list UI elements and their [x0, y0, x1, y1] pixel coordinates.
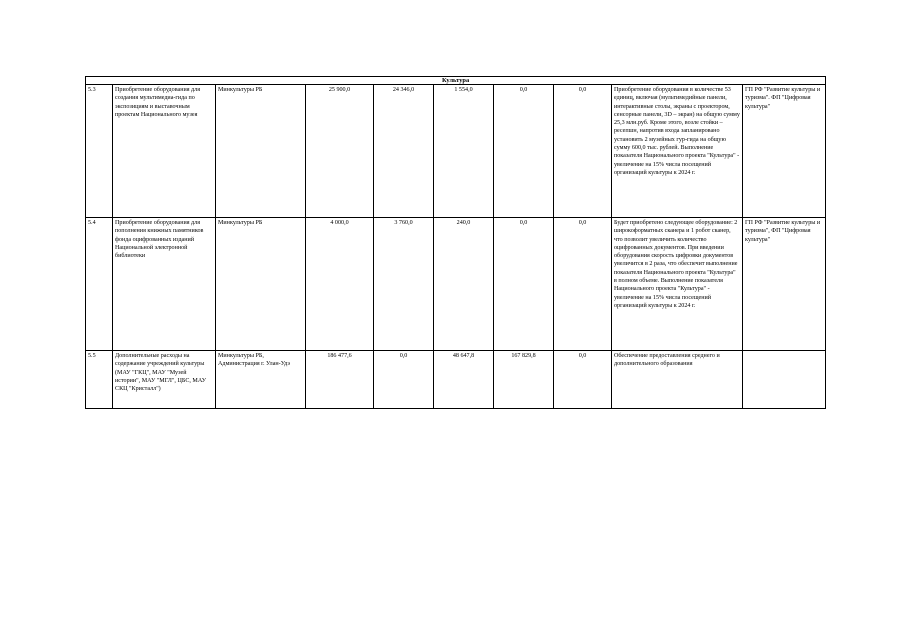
amount-3: 0,0: [494, 218, 554, 351]
program-reference: ГП РФ "Развитие культуры и туризма". ФП "Цифровая культура": [743, 85, 826, 218]
table-row: [86, 218, 826, 351]
amount-2: 240,0: [434, 218, 494, 351]
amount-1: 3 760,0: [374, 218, 434, 351]
executor: Минкультуры РБ: [216, 85, 306, 218]
executor: Минкультуры РБ, Администрация г. Улан-Удэ: [216, 351, 306, 409]
program-reference: ГП РФ "Развитие культуры и туризма", ФП "Цифровая культура": [743, 218, 826, 351]
row-number: 5.4: [86, 218, 113, 351]
total-amount: 4 000,0: [306, 218, 374, 351]
section-header-row: [86, 77, 826, 85]
total-amount: 186 477,6: [306, 351, 374, 409]
budget-table: [85, 76, 826, 409]
row-number: 5.5: [86, 351, 113, 409]
expected-result: Приобретение оборудования в количестве 53 единиц, включая (мультимедийные панели, интерактивные столы, экраны с проектором, сенсорные панели, 3D – экран) на общую сумму 25,3 млн.руб. Кроме этого, возле стойки – ресепшн, напротив входа запланировано установить 2 музейных гур-гида на общую сумму 600,0 тыс. рублей. Выполнение показателя Национального проекта "Культура" - увеличение на 15% числа посещений организаций культуры к 2024 г.: [612, 85, 743, 218]
table-row: [86, 351, 826, 409]
program-reference: [743, 351, 826, 409]
amount-4: 0,0: [554, 351, 612, 409]
amount-3: 0,0: [494, 85, 554, 218]
amount-1: 24 346,0: [374, 85, 434, 218]
amount-1: 0,0: [374, 351, 434, 409]
expected-result: Будет приобретено следующее оборудование: 2 широкоформатных сканера и 1 робот сканер, что позволит увеличить количество оцифрованных документов. При введении оборудования скорость цифровки документов увеличится в 2 раза, что обеспечит выполнение показателя Национального проекта "Культура" в полном объеме. Выполнение показателя Национального проекта "Культура" - увеличение на 15% числа посещений организаций культуры к 2024 г.: [612, 218, 743, 351]
executor: Минкультуры РБ: [216, 218, 306, 351]
amount-2: 48 647,8: [434, 351, 494, 409]
table-row: [86, 85, 826, 218]
measure-name: Дополнительные расходы на содержание учреждений культуры (МАУ "ГКЦ", МАУ "Музей истории", МАУ "МГЛ", ЦБС, МАУ СКЦ "Кристалл"): [113, 351, 216, 409]
expected-result: Обеспечение предоставления среднего и дополнительного образования: [612, 351, 743, 409]
total-amount: 25 900,0: [306, 85, 374, 218]
amount-2: 1 554,0: [434, 85, 494, 218]
measure-name: Приобретение оборудования для создания мультимедиа-гида по экспозициям и выставочным проектам Национального музея: [113, 85, 216, 218]
amount-3: 167 829,8: [494, 351, 554, 409]
section-title: Культура: [86, 77, 826, 85]
row-number: 5.3: [86, 85, 113, 218]
measure-name: Приобретение оборудования для пополнения книжных памятников фонда оцифрованных изданий Национальной электронной библиотеки: [113, 218, 216, 351]
amount-4: 0,0: [554, 85, 612, 218]
amount-4: 0,0: [554, 218, 612, 351]
